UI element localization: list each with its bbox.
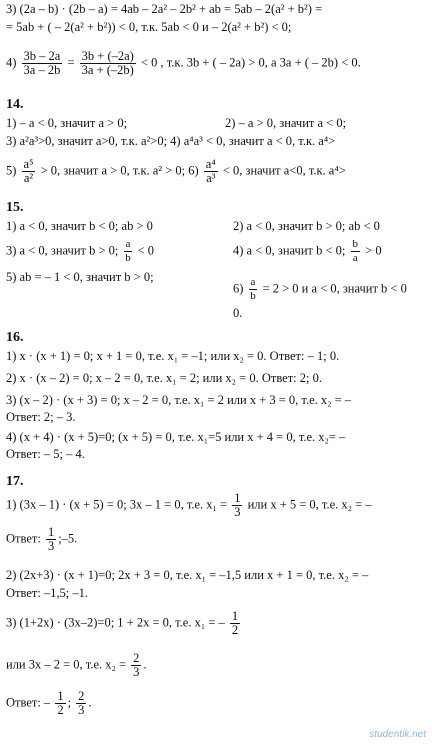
s14-item5: 5) $\frac{\text{a⁵}}{\text{a²}}$ > 0, значит a > 0, т.к. a² > 0; 6) $\frac{\text{a⁴}}{\text{a³}}$ < 0, значит a<0, т.к. a⁴> (6, 157, 346, 185)
section-15-title: 15. (6, 200, 24, 215)
fraction: $\frac{3b - 2a}{3a - 2b}$ (23, 49, 61, 77)
fraction: $\frac{1}{2}$ (231, 609, 239, 637)
fraction: $\frac{1}{3}$ (47, 525, 55, 553)
s15-item1: 1) a < 0, значит b < 0; ab > 0 (6, 219, 153, 233)
fraction: $\frac{1}{3}$ (234, 491, 241, 519)
s14-item3: 3) a²a³>0, значит a>0, т.к. a²>0; 4) a⁴a³ < 0, значит a < 0, т.к. a⁴> (6, 134, 336, 148)
s15-item6: 6) $\frac{a}{b}$ = 2 > 0 и a < 0, значит b < 0 (233, 276, 407, 302)
s17-item3-answer: Ответ: – $\frac{1}{2}$ ; $\frac{2}{3}$ . (6, 689, 92, 717)
fraction: $\frac{1}{2}$ (57, 689, 64, 717)
s17-item1: 1) (3x – 1) · (x + 5) = 0; 3x – 1 = 0, т.е. x₁ = $\frac{1}{3}$ или x + 5 = 0, т.е. x₂ = – (6, 491, 372, 519)
fraction: $\frac{2}{3}$ (78, 689, 85, 717)
s16-item1: 1) x · (x + 1) = 0; x + 1 = 0, т.е. x₁ = –1; или x₂ = 0. Ответ: – 1; 0. (6, 349, 340, 363)
s14-item1: 1) – a < 0, значит a > 0; (6, 116, 128, 130)
s15-item5: 5) ab = – 1 < 0, значит b > 0; (6, 270, 154, 284)
s17-item2-answer: Ответ: –1,5; –1. (6, 586, 89, 600)
s15-item4: 4) a < 0, значит b < 0; $\frac{b}{a}$ > 0 (233, 238, 382, 264)
s17-item1-answer: Ответ: $\frac{1}{3}$ ;–5. (6, 525, 78, 553)
watermark: studentik.net (369, 729, 426, 740)
fraction: $\frac{3b + (-2a)}{3a + (-2b)}$ (81, 49, 134, 77)
line-3b: = 5ab + ( – 2(a² + b²)) < 0, т.к. 5ab < 0 и – 2(a² + b²) < 0; (6, 20, 292, 34)
s17-item3: 3) (1+2x) · (3x–2)=0; 1 + 2x = 0, т.е. x₁ = – $\frac{1}{2}$ (6, 609, 239, 637)
fraction: $\frac{a}{b}$ (125, 238, 131, 264)
section-14-title: 14. (6, 97, 24, 112)
fraction: $\frac{2}{3}$ (133, 651, 140, 679)
s16-item4: 4) (x + 4) · (x + 5)=0; (x + 5) = 0, т.е. x₁=5 или x + 4 = 0, т.е. x₂= – (6, 430, 346, 444)
s15-item6-cont: 0. (233, 306, 243, 320)
s15-item3: 3) a < 0, значит b > 0; $\frac{a}{b}$ < 0 (6, 238, 154, 264)
section-16-title: 16. (6, 330, 24, 345)
s16-item2: 2) x · (x – 2) = 0; x – 2 = 0, т.е. x₁ = 2; или x₂ = 0. Ответ: 2; 0. (6, 371, 322, 385)
line-3a: 3) (2a – b) · (2b – a) = 4ab – 2a² – 2b² + ab = 5ab – 2(a² + b²) = (6, 2, 323, 16)
fraction: $\frac{a}{b}$ (250, 276, 256, 302)
fraction: $\frac{\text{a⁵}}{\text{a²}}$ (23, 157, 34, 185)
s17-item2: 2) (2x+3) · (x + 1)=0; 2x + 3 = 0, т.е. x₁ = –1,5 или x + 1 = 0, т.е. x₂ = – (6, 568, 369, 582)
s16-item3-answer: Ответ: 2; – 3. (6, 410, 76, 424)
s15-item2: 2) a < 0, значит b > 0; ab < 0 (233, 219, 380, 233)
section-17-title: 17. (6, 474, 24, 489)
s17-item3-cont: или 3x – 2 = 0, т.е. x₂ = $\frac{2}{3}$ . (6, 651, 147, 679)
fraction: $\frac{\text{a⁴}}{\text{a³}}$ (205, 157, 216, 185)
s16-item4-answer: Ответ: – 5; – 4. (6, 447, 85, 461)
s14-item2: 2) – a > 0, значит a < 0; (225, 116, 347, 130)
line-4: 4) $\frac{3b - 2a}{3a - 2b}$ = $\frac{3b + (-2a)}{3a + (-2b)}$ < 0 , т.к. 3b + ( – 2a) > 0, а 3a + ( – 2b) < 0. (6, 49, 361, 77)
fraction: $\frac{b}{a}$ (352, 238, 359, 264)
s16-item3: 3) (x – 2) · (x + 3) = 0; x – 2 = 0, т.е. x₁ = 2 или x + 3 = 0, т.е. x₂ = – (6, 393, 352, 407)
